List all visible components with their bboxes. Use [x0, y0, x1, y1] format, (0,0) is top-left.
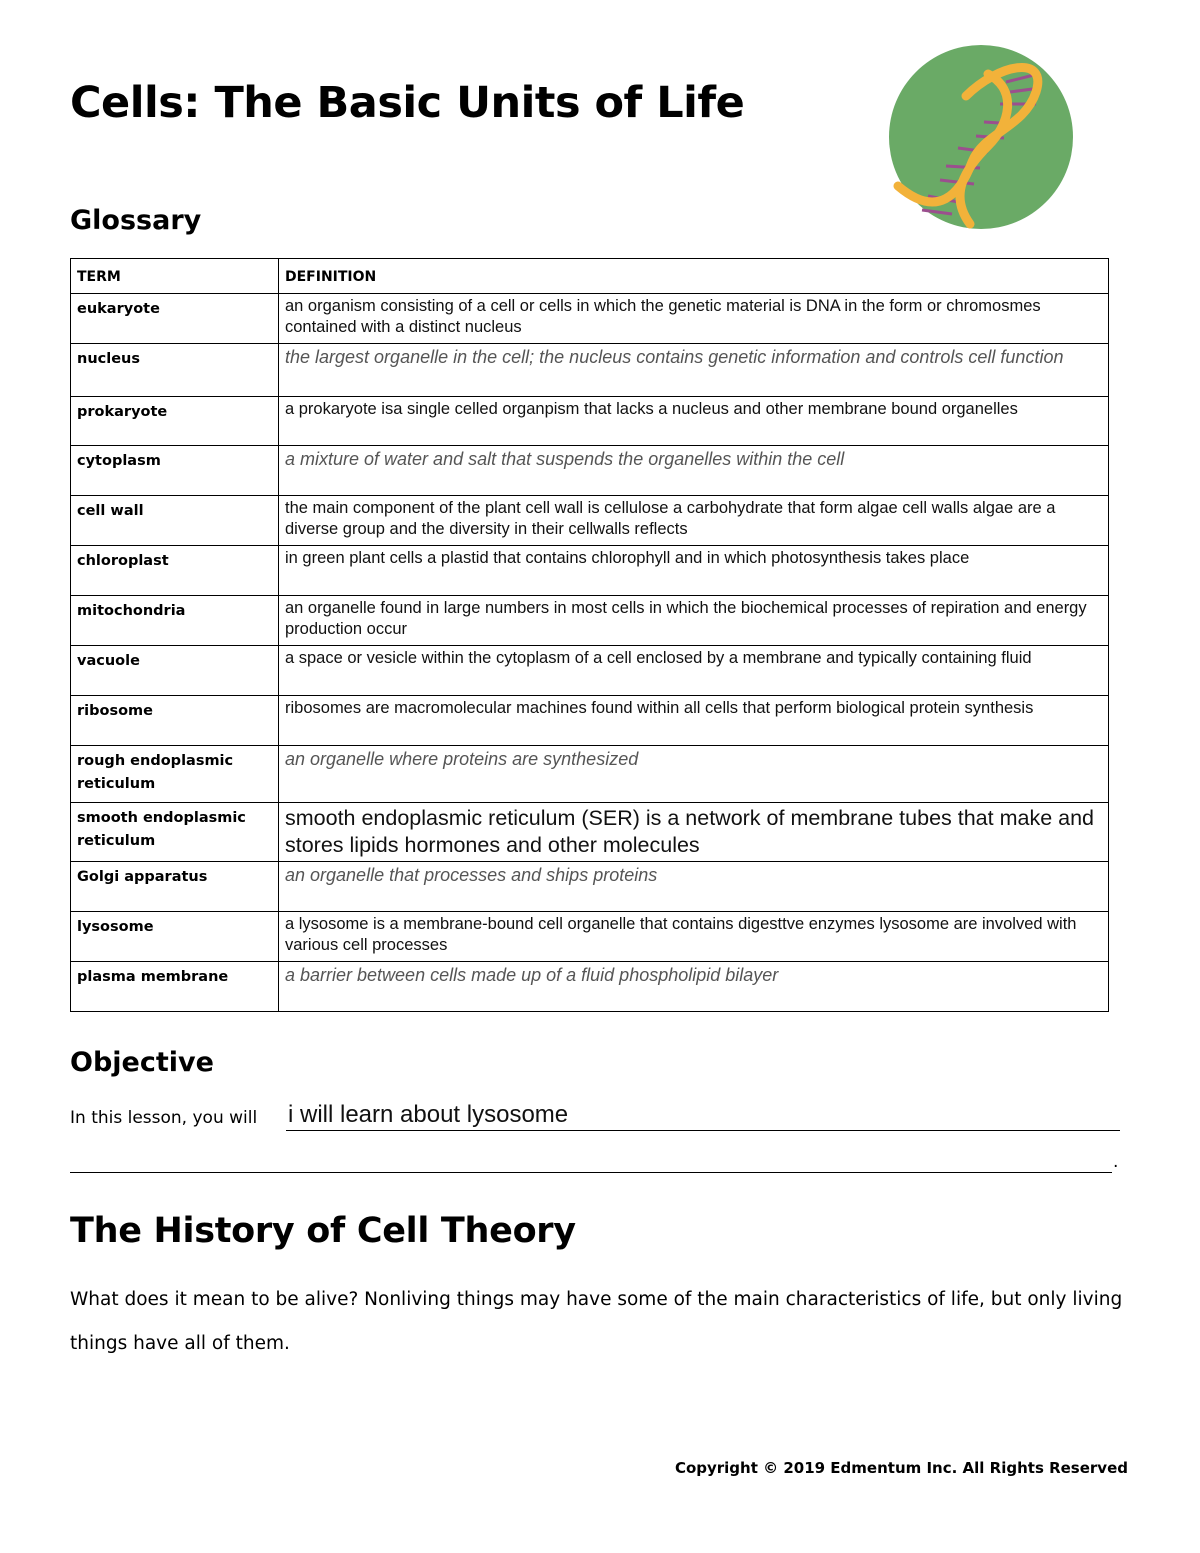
definition-cell[interactable]: the largest organelle in the cell; the nucleus contains genetic information and controls cell function: [279, 344, 1109, 397]
table-row: [71, 496, 1109, 546]
table-row: [71, 397, 1109, 446]
term-cell: cytoplasm: [71, 446, 279, 496]
definition-cell[interactable]: ribosomes are macromolecular machines found within all cells that perform biological protein synthesis: [279, 696, 1109, 746]
table-row: [71, 596, 1109, 646]
term-cell: nucleus: [71, 344, 279, 397]
definition-cell[interactable]: an organism consisting of a cell or cells in which the genetic material is DNA in the form or chromosmes contained with a distinct nucleus: [279, 294, 1109, 344]
glossary-heading: Glossary: [70, 205, 202, 236]
definition-cell[interactable]: an organelle that processes and ships proteins: [279, 862, 1109, 912]
term-cell: Golgi apparatus: [71, 862, 279, 912]
objective-end-mark: .: [1113, 1152, 1119, 1172]
objective-heading: Objective: [70, 1047, 214, 1078]
history-heading: The History of Cell Theory: [70, 1211, 576, 1251]
table-row: [71, 962, 1109, 1012]
table-row: [71, 446, 1109, 496]
table-row: [71, 862, 1109, 912]
definition-cell[interactable]: the main component of the plant cell wall is cellulose a carbohydrate that form algae cell walls algae are a diverse group and the diversity in their cellwalls reflects: [279, 496, 1109, 546]
table-row: [71, 546, 1109, 596]
dna-icon: [888, 44, 1074, 230]
term-cell: vacuole: [71, 646, 279, 696]
copyright-notice: Copyright © 2019 Edmentum Inc. All Rights Reserved: [674, 1459, 1128, 1477]
term-cell: eukaryote: [71, 294, 279, 344]
objective-answer-field[interactable]: [286, 1100, 1120, 1131]
table-row: [71, 803, 1109, 862]
term-cell: cell wall: [71, 496, 279, 546]
table-row: [71, 294, 1109, 344]
glossary-body: [71, 294, 1109, 1012]
definition-cell[interactable]: in green plant cells a plastid that contains chlorophyll and in which photosynthesis takes place: [279, 546, 1109, 596]
table-row: [71, 344, 1109, 397]
term-column-header: TERM: [71, 259, 279, 294]
table-header-row: [71, 259, 1109, 294]
definition-cell[interactable]: smooth endoplasmic reticulum (SER) is a network of membrane tubes that make and stores lipids hormones and other molecules: [279, 803, 1109, 862]
term-cell: mitochondria: [71, 596, 279, 646]
objective-continuation-line[interactable]: [70, 1172, 1112, 1173]
term-cell: rough endoplasmic reticulum: [71, 746, 279, 803]
definition-cell[interactable]: a prokaryote isa single celled organpism that lacks a nucleus and other membrane bound organelles: [279, 397, 1109, 446]
definition-cell[interactable]: a space or vesicle within the cytoplasm of a cell enclosed by a membrane and typically containing fluid: [279, 646, 1109, 696]
term-cell: plasma membrane: [71, 962, 279, 1012]
table-row: [71, 696, 1109, 746]
objective-row: [70, 1100, 1118, 1136]
definition-cell[interactable]: a lysosome is a membrane-bound cell organelle that contains digesttve enzymes lysosome are involved with various cell processes: [279, 912, 1109, 962]
definition-cell[interactable]: an organelle where proteins are synthesized: [279, 746, 1109, 803]
term-cell: smooth endoplasmic reticulum: [71, 803, 279, 862]
table-row: [71, 912, 1109, 962]
term-cell: ribosome: [71, 696, 279, 746]
definition-cell[interactable]: an organelle found in large numbers in most cells in which the biochemical processes of repiration and energy production occur: [279, 596, 1109, 646]
definition-column-header: DEFINITION: [279, 259, 1109, 294]
definition-cell[interactable]: a mixture of water and salt that suspends the organelles within the cell: [279, 446, 1109, 496]
page-title: Cells: The Basic Units of Life: [70, 78, 745, 128]
term-cell: prokaryote: [71, 397, 279, 446]
table-row: [71, 646, 1109, 696]
history-paragraph: What does it mean to be alive? Nonliving things may have some of the main characteristics of life, but only living things have all of them.: [70, 1289, 1123, 1354]
definition-cell[interactable]: a barrier between cells made up of a fluid phospholipid bilayer: [279, 962, 1109, 1012]
term-cell: lysosome: [71, 912, 279, 962]
objective-prefix: In this lesson, you will: [70, 1108, 258, 1128]
term-cell: chloroplast: [71, 546, 279, 596]
table-row: [71, 746, 1109, 803]
glossary-table: [70, 258, 1109, 1012]
